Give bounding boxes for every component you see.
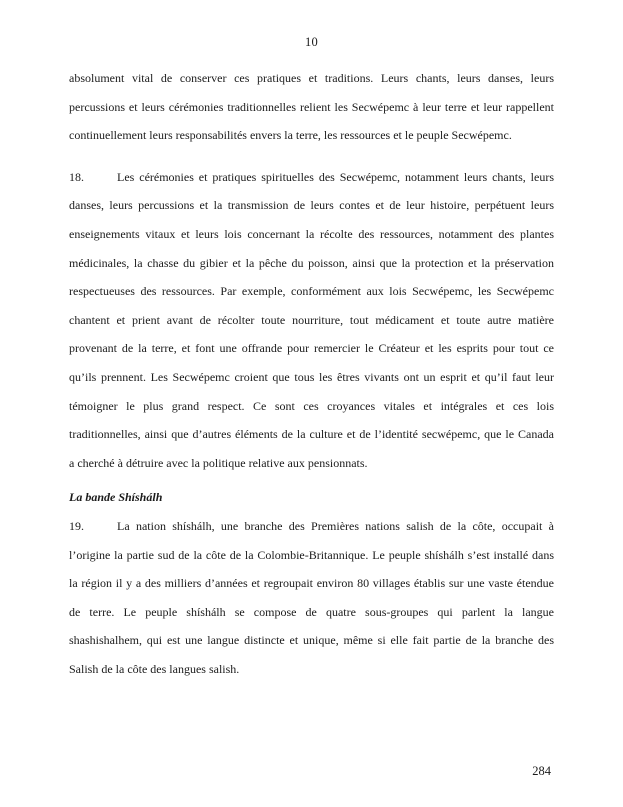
- paragraph-line: Salish de la côte des langues salish.: [69, 661, 240, 676]
- paragraph-number: 19.: [69, 518, 84, 533]
- paragraph-line: enseignements vitaux et leurs lois concernant la récolte des ressources, notamment des plantes: [69, 226, 554, 241]
- paragraph-line: shashishalhem, qui est une langue distincte et unique, même si elle fait partie de la branche des: [69, 633, 554, 648]
- document-body: [69, 64, 554, 683]
- paragraph-19: [69, 512, 554, 684]
- paragraph-line: absolument vital de conserver ces pratiques et traditions. Leurs chants, leurs danses, leurs: [69, 71, 554, 85]
- paragraph-line: chantent et prient avant de récolter toute nourriture, tout médicament et toute autre matière: [69, 312, 554, 327]
- paragraph-line: l’origine la partie sud de la côte de la Colombie-Britannique. Le peuple shíshálh s’est installé dans: [69, 547, 554, 562]
- paragraph-line: danses, leurs percussions et la transmission de leurs contes et de leur histoire, perpétuent leurs: [69, 198, 554, 213]
- paragraph-line-text: Les cérémonies et pratiques spirituelles des Secwépemc, notamment leurs chants, leurs: [117, 169, 554, 184]
- paragraph-line: traditionnelles, ainsi que d’autres éléments de la culture et de l’identité secwépemc, que le Canada: [69, 427, 554, 442]
- paragraph-line-text: La nation shíshálh, une branche des Premières nations salish de la côte, occupait à: [117, 518, 554, 533]
- paragraph-line: qu’ils prennent. Les Secwépemc croient que tous les êtres vivants ont un esprit et qu’il faut leur: [69, 369, 554, 384]
- paragraph-line: continuellement leurs responsabilités envers la terre, les ressources et le peuple Secwépemc.: [69, 128, 512, 143]
- paragraph-line: médicinales, la chasse du gibier et la pêche du poisson, ainsi que la protection et la préservation: [69, 255, 554, 270]
- paragraph-line: a cherché à détruire avec la politique relative aux pensionnats.: [69, 455, 368, 470]
- paragraph-line: témoigner le plus grand respect. Ce sont ces croyances vitales et intégrales et ces lois: [69, 398, 554, 413]
- paragraph-first-line: [69, 512, 554, 541]
- footer-page-number: 284: [532, 764, 551, 778]
- paragraph-line: respectueuses des ressources. Par exemple, conformément aux lois Secwépemc, les Secwépemc: [69, 284, 554, 299]
- paragraph-line: percussions et leurs cérémonies traditionnelles relient les Secwépemc à leur terre et leur rappellent: [69, 99, 554, 114]
- paragraph-18: [69, 163, 554, 484]
- paragraph-line: de terre. Le peuple shíshálh se compose de quatre sous-groupes qui parlent la langue: [69, 604, 554, 619]
- paragraph-continuation: [69, 64, 554, 163]
- paragraph-line: provenant de la terre, et font une offrande pour remercier le Créateur et les esprits pour tout ce: [69, 341, 554, 356]
- section-heading: La bande Shíshálh: [69, 490, 163, 505]
- header-page-number: 10: [304, 35, 319, 49]
- paragraph-first-line: [69, 163, 554, 192]
- paragraph-number: 18.: [69, 169, 84, 184]
- paragraph-line: la région il y a des milliers d’années et regroupait environ 80 villages établis sur une vaste étendue: [69, 576, 554, 591]
